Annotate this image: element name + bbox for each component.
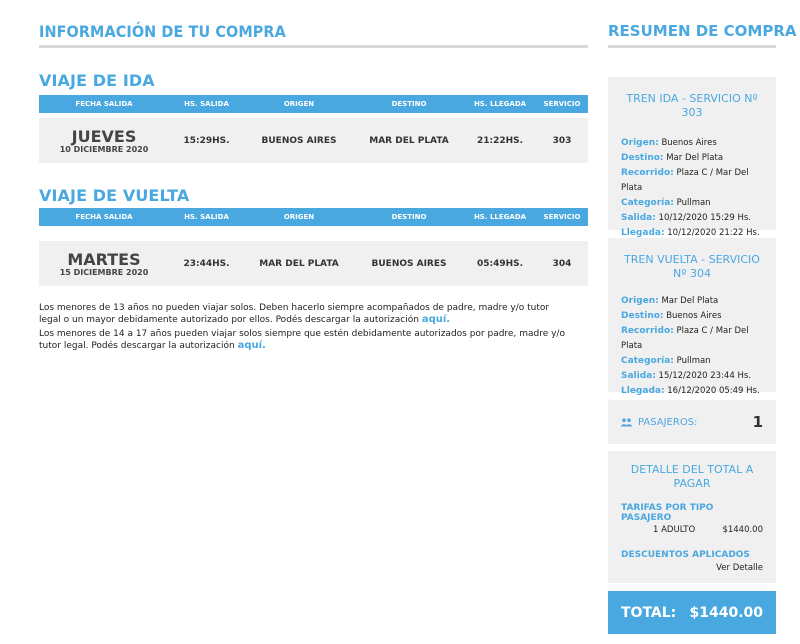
download-authorization-link-2[interactable]: aquí. — [237, 340, 266, 351]
destination-value: Buenos Aires — [666, 311, 722, 321]
outbound-table-row — [39, 118, 588, 163]
header-hs-llegada: HS. LLEGADA — [473, 213, 527, 221]
passenger-type: 1 ADULTO — [653, 525, 696, 535]
minors-notes — [39, 302, 569, 354]
discounts-label: DESCUENTOS APLICADOS — [621, 550, 750, 560]
total-bar — [608, 591, 776, 634]
departure-label: Salida: — [621, 213, 656, 223]
departure-value: 15/12/2020 23:44 Hs. — [658, 371, 751, 381]
fare-line — [608, 523, 776, 535]
passengers-count: 1 — [752, 413, 763, 431]
users-icon — [621, 418, 632, 427]
total-label: TOTAL: — [621, 604, 677, 621]
return-table-header — [39, 208, 588, 226]
origin-label: Origen: — [621, 296, 659, 306]
header-hs-salida: HS. SALIDA — [184, 213, 229, 221]
origin-value: Mar Del Plata — [661, 296, 719, 306]
arrival-label: Llegada: — [621, 228, 665, 238]
outbound-date-cell — [39, 128, 169, 154]
outbound-day: JUEVES — [71, 126, 137, 146]
arrival-value: 16/12/2020 05:49 Hs. — [667, 386, 760, 396]
return-departure-time: 23:44HS. — [183, 258, 230, 269]
summary-outbound-card — [608, 77, 776, 238]
note-14-17 — [39, 328, 569, 352]
summary-return-info — [608, 294, 776, 399]
page-title: INFORMACIÓN DE TU COMPRA — [39, 22, 286, 41]
passengers-row — [608, 400, 776, 444]
summary-outbound-title: TREN IDA - SERVICIO Nº 303 — [626, 92, 758, 119]
header-destino: DESTINO — [391, 213, 427, 221]
return-service: 304 — [552, 258, 572, 269]
summary-return-card — [608, 238, 776, 396]
outbound-arrival-time: 21:22HS. — [476, 135, 524, 146]
fares-by-passenger-label: TARIFAS POR TIPO PASAJERO — [621, 503, 714, 523]
total-detail-card — [608, 451, 776, 583]
origin-label: Origen: — [621, 138, 659, 148]
header-fecha-salida: FECHA SALIDA — [75, 213, 133, 221]
summary-outbound-info — [608, 136, 776, 241]
category-value: Pullman — [676, 356, 711, 366]
route-value: Plaza C / Mar Del Plata — [621, 326, 749, 351]
total-detail-title: DETALLE DEL TOTAL A PAGAR — [630, 463, 754, 490]
origin-value: Buenos Aires — [661, 138, 717, 148]
category-label: Categoría: — [621, 198, 674, 208]
outbound-date: 10 DICIEMBRE 2020 — [59, 144, 149, 154]
destination-value: Mar Del Plata — [666, 153, 724, 163]
header-fecha-salida: FECHA SALIDA — [75, 100, 133, 108]
return-table-row — [39, 241, 588, 286]
destination-label: Destino: — [621, 153, 664, 163]
header-origen: ORIGEN — [283, 100, 315, 108]
outbound-origin: BUENOS AIRES — [261, 135, 337, 146]
outbound-trip-title: VIAJE DE IDA — [39, 71, 155, 90]
passenger-price: $1440.00 — [722, 525, 763, 535]
title-divider — [39, 45, 588, 48]
see-detail-link[interactable]: Ver Detalle — [716, 563, 763, 573]
header-hs-llegada: HS. LLEGADA — [473, 100, 527, 108]
summary-return-title: TREN VUELTA - SERVICIO Nº 304 — [624, 253, 760, 280]
note-under-13-text: Los menores de 13 años no pueden viajar solos. Deben hacerlo siempre acompañados de padre, madre y/o tutor legal o un mayor debidamente autorizado por ellos. Podés descargar la autorización — [39, 303, 550, 325]
return-date-cell — [39, 251, 169, 277]
header-servicio: SERVICIO — [543, 100, 581, 108]
return-trip-title: VIAJE DE VUELTA — [39, 186, 190, 205]
return-destination: BUENOS AIRES — [371, 258, 447, 269]
return-day: MARTES — [67, 249, 141, 269]
header-servicio: SERVICIO — [543, 213, 581, 221]
outbound-service: 303 — [552, 135, 572, 146]
discounts-line — [608, 560, 776, 573]
departure-label: Salida: — [621, 371, 656, 381]
download-authorization-link-1[interactable]: aquí. — [421, 314, 451, 325]
header-origen: ORIGEN — [283, 213, 315, 221]
destination-label: Destino: — [621, 311, 664, 321]
summary-title: RESUMEN DE COMPRA — [608, 22, 797, 40]
return-arrival-time: 05:49HS. — [476, 258, 524, 269]
route-label: Recorrido: — [621, 326, 674, 336]
header-hs-salida: HS. SALIDA — [184, 100, 229, 108]
passengers-card — [608, 400, 776, 444]
route-label: Recorrido: — [621, 168, 674, 178]
return-date: 15 DICIEMBRE 2020 — [59, 267, 149, 277]
category-value: Pullman — [676, 198, 711, 208]
departure-value: 10/12/2020 15:29 Hs. — [658, 213, 751, 223]
total-amount: $1440.00 — [689, 604, 763, 621]
category-label: Categoría: — [621, 356, 674, 366]
arrival-value: 10/12/2020 21:22 Hs. — [667, 228, 760, 238]
note-14-17-text: Los menores de 14 a 17 años pueden viajar solos siempre que estén debidamente autorizados por padre, madre y/o tutor legal. Podés descargar la autorización — [39, 329, 565, 351]
arrival-label: Llegada: — [621, 386, 665, 396]
outbound-destination: MAR DEL PLATA — [369, 135, 449, 146]
route-value: Plaza C / Mar Del Plata — [621, 168, 749, 193]
return-origin: MAR DEL PLATA — [259, 258, 339, 269]
summary-divider — [608, 45, 776, 48]
passengers-label: PASAJEROS: — [638, 416, 698, 428]
header-destino: DESTINO — [391, 100, 427, 108]
outbound-departure-time: 15:29HS. — [183, 135, 230, 146]
outbound-table-header — [39, 95, 588, 113]
note-under-13 — [39, 302, 569, 326]
